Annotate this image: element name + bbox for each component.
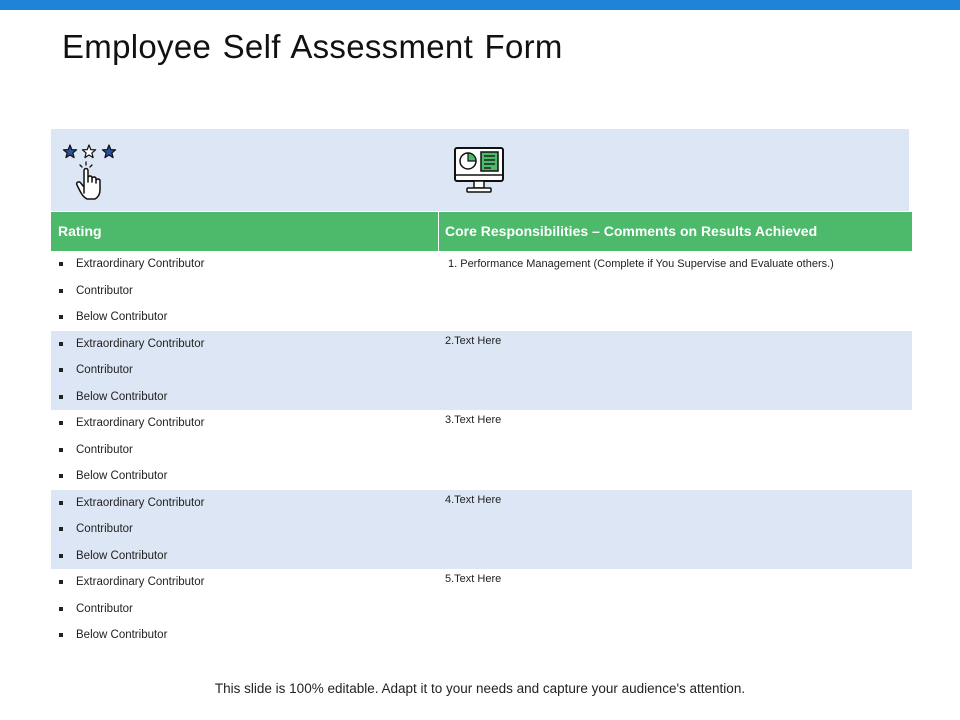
rating-option-label: Contributor (76, 602, 133, 615)
rating-option[interactable] (59, 331, 204, 358)
assessment-table-body (51, 251, 912, 649)
bullet-icon (59, 501, 63, 505)
bullet-icon (59, 315, 63, 319)
rating-options (59, 251, 204, 331)
rating-options (59, 569, 204, 649)
comment-cell[interactable]: 5.Text Here (445, 573, 502, 585)
page-title: Employee Self Assessment Form (62, 28, 563, 65)
comment-cell[interactable]: 4.Text Here (445, 493, 502, 506)
rating-option[interactable] (59, 596, 204, 623)
bullet-icon (59, 554, 63, 558)
rating-option-label: Contributor (76, 523, 133, 535)
comment-cell[interactable]: 3.Text Here (445, 414, 502, 426)
rating-option-label: Extraordinary Contributor (76, 576, 205, 588)
table-row (51, 569, 912, 649)
rating-option-label: Below Contributor (76, 470, 168, 482)
rating-option[interactable] (59, 384, 204, 411)
icon-band (51, 129, 909, 211)
rating-option[interactable] (59, 251, 204, 278)
bullet-icon (59, 580, 63, 584)
rating-option-label: Below Contributor (76, 629, 168, 641)
rating-option-label: Contributor (76, 364, 133, 376)
table-row (51, 410, 912, 490)
rating-option[interactable] (59, 543, 204, 570)
bullet-icon (59, 368, 63, 372)
table-row (51, 490, 912, 570)
rating-option-label: Contributor (76, 284, 133, 297)
rating-option[interactable] (59, 463, 204, 490)
bullet-icon (59, 448, 63, 452)
rating-option-label: Extraordinary Contributor (76, 337, 205, 350)
rating-options (59, 410, 204, 490)
bullet-icon (59, 395, 63, 399)
rating-option[interactable] (59, 304, 204, 331)
comment-cell[interactable]: 2.Text Here (445, 334, 502, 347)
core-responsibilities-header: Core Responsibilities – Comments on Results Achieved (439, 212, 912, 251)
rating-header: Rating (51, 212, 439, 251)
bullet-icon (59, 474, 63, 478)
rating-option[interactable] (59, 516, 204, 543)
bullet-icon (59, 289, 63, 293)
bullet-icon (59, 421, 63, 425)
rating-options (59, 331, 204, 411)
rating-option-label: Below Contributor (76, 311, 168, 323)
rating-option-label: Extraordinary Contributor (76, 496, 205, 509)
table-row (51, 331, 912, 411)
top-accent-bar (0, 0, 960, 10)
rating-option[interactable] (59, 278, 204, 305)
table-header (51, 212, 912, 251)
rating-option[interactable] (59, 410, 204, 437)
rating-option[interactable] (59, 622, 204, 649)
rating-options (59, 490, 204, 570)
bullet-icon (59, 527, 63, 531)
rating-option-label: Extraordinary Contributor (76, 417, 205, 429)
rating-option-label: Below Contributor (76, 390, 168, 403)
footer-note: This slide is 100% editable. Adapt it to your needs and capture your audience's attention. (214, 681, 746, 696)
bullet-icon (59, 262, 63, 266)
rating-option-label: Below Contributor (76, 549, 168, 562)
rating-option[interactable] (59, 569, 204, 596)
rating-option[interactable] (59, 490, 204, 517)
rating-option-label: Extraordinary Contributor (76, 258, 205, 270)
table-row (51, 251, 912, 331)
bullet-icon (59, 342, 63, 346)
bullet-icon (59, 633, 63, 637)
star-rating-hand-icon (61, 143, 121, 203)
rating-option[interactable] (59, 357, 204, 384)
rating-option[interactable] (59, 437, 204, 464)
comment-cell[interactable]: 1. Performance Management (Complete if You Supervise and Evaluate others.) (448, 258, 834, 270)
bullet-icon (59, 607, 63, 611)
monitor-report-icon (453, 146, 505, 196)
rating-option-label: Contributor (76, 443, 133, 456)
